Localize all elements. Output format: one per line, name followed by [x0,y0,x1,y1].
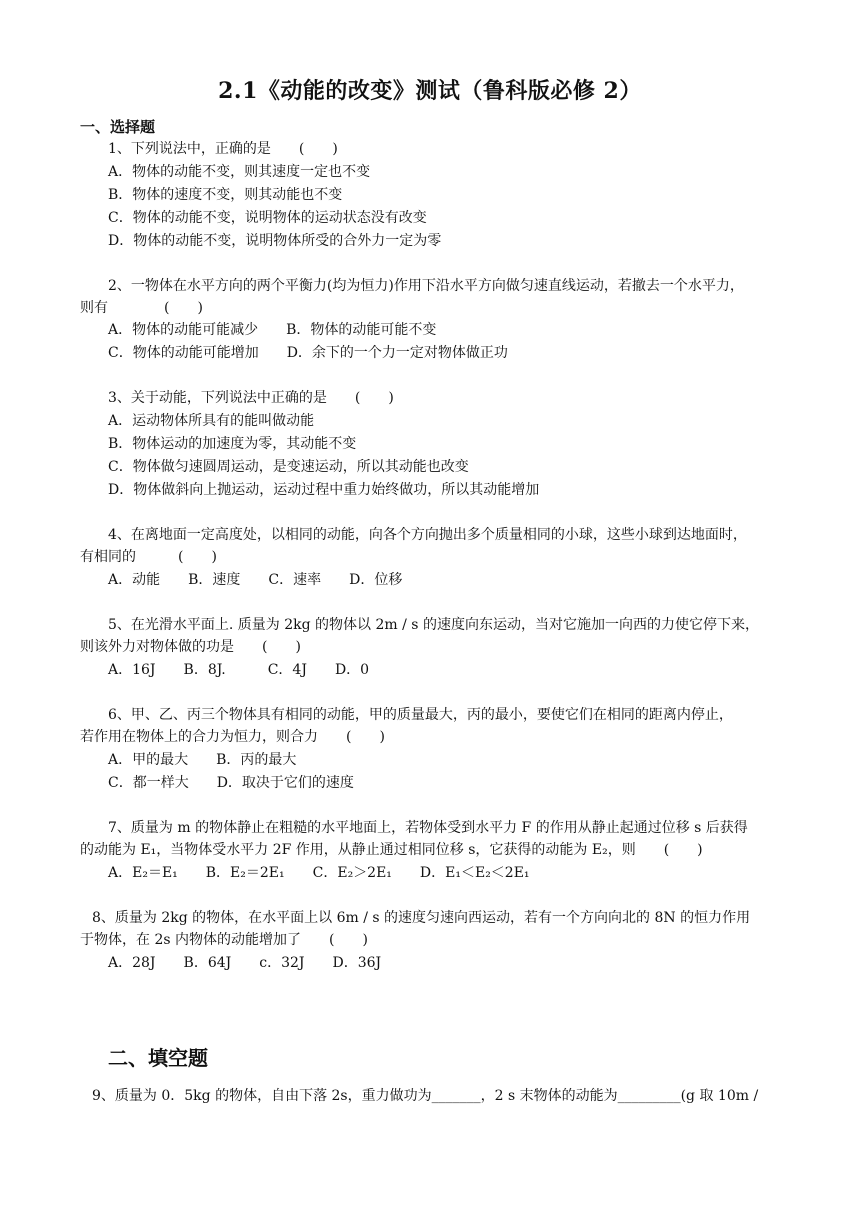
question-1-option-a: A．物体的动能不变，则其速度一定也不变 [108,164,371,180]
question-3-option-d: D．物体做斜向上抛运动，运动过程中重力始终做功，所以其动能增加 [108,482,540,498]
question-9-stem: 9、质量为 0．5kg 的物体，自由下落 2s，重力做功为_______，2 s 末物体的动能为_________(g 取 10m / [92,1088,759,1104]
question-2-stem-line2: 则有 ( ) [80,300,203,316]
question-6-options-ab: A．甲的最大 B．丙的最大 [108,752,297,768]
question-3-option-b: B．物体运动的加速度为零，其动能不变 [108,436,357,452]
question-5-stem-line2: 则该外力对物体做的功是 ( ) [80,639,301,655]
question-7-options: A．E₂＝E₁ B．E₂＝2E₁ C．E₂＞2E₁ D．E₁＜E₂＜2E₁ [108,865,530,881]
section-heading-fill-in: 二、填空题 [108,1046,208,1070]
section-heading-choice: 一、选择题 [80,118,156,136]
question-2-options-ab: A．物体的动能可能减少 B．物体的动能可能不变 [108,322,437,338]
page-title: 2.1《动能的改变》测试（鲁科版必修 2） [218,78,642,104]
question-4-stem-line1: 4、在离地面一定高度处，以相同的动能，向各个方向抛出多个质量相同的小球，这些小球到达地面时， [108,527,747,543]
question-2-stem-line1: 2、一物体在水平方向的两个平衡力(均为恒力)作用下沿水平方向做匀速直线运动，若撤去一个水平力， [108,278,744,294]
question-1-option-d: D．物体的动能不变，说明物体所受的合外力一定为零 [108,233,442,249]
question-2-options-cd: C．物体的动能可能增加 D．余下的一个力一定对物体做正功 [108,345,508,361]
question-7-stem-line1: 7、质量为 m 的物体静止在粗糙的水平地面上，若物体受到水平力 F 的作用从静止起通过位移 s 后获得 [108,820,748,836]
question-5-stem-line1: 5、在光滑水平面上. 质量为 2kg 的物体以 2m / s 的速度向东运动，当对它施加一向西的力使它停下来， [108,617,759,633]
question-4-stem-line2: 有相同的 ( ) [80,549,217,565]
question-6-stem-line1: 6、甲、乙、丙三个物体具有相同的动能，甲的质量最大，丙的最小，要使它们在相同的距离内停止， [108,707,733,723]
question-8-stem-line1: 8、质量为 2kg 的物体，在水平面上以 6m / s 的速度匀速向西运动，若有一个方向向北的 8N 的恒力作用 [92,910,751,926]
question-1-option-c: C．物体的动能不变，说明物体的运动状态没有改变 [108,210,427,226]
question-6-options-cd: C．都一样大 D．取决于它们的速度 [108,775,354,791]
question-8-options: A．28J B．64J c．32J D．36J [108,955,382,971]
question-1-stem: 1、下列说法中，正确的是 ( ) [108,141,338,157]
question-6-stem-line2: 若作用在物体上的合力为恒力，则合力 ( ) [80,729,385,745]
question-4-options: A．动能 B．速度 C．速率 D．位移 [108,572,403,588]
question-3-option-a: A．运动物体所具有的能叫做动能 [108,413,315,429]
question-1-option-b: B．物体的速度不变，则其动能也不变 [108,187,343,203]
question-3-option-c: C．物体做匀速圆周运动，是变速运动，所以其动能也改变 [108,459,469,475]
question-3-stem: 3、关于动能，下列说法中正确的是 ( ) [108,390,394,406]
question-8-stem-line2: 于物体，在 2s 内物体的动能增加了 ( ) [80,932,368,948]
question-5-options: A．16J B．8J. C．4J D．0 [108,662,370,678]
question-7-stem-line2: 的动能为 E₁，当物体受水平力 2F 作用，从静止通过相同位移 s，它获得的动能为 E₂，则 ( ) [80,842,703,858]
